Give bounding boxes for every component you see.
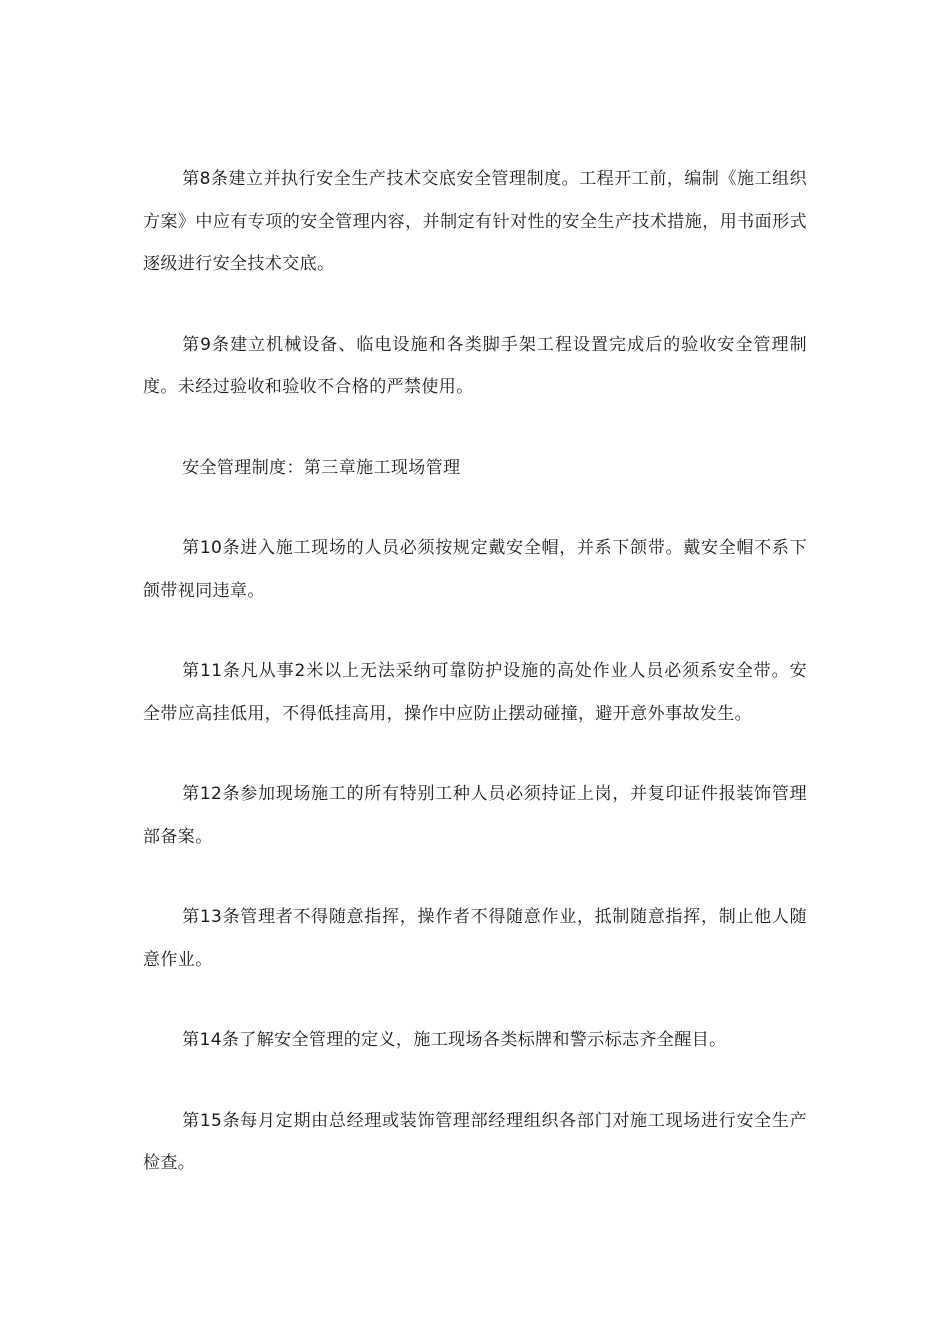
paragraph-article-8: 第8条建立并执行安全生产技术交底安全管理制度。工程开工前，编制《施工组织方案》中应有专项的安全管理内容，并制定有针对性的安全生产技术措施，用书面形式逐级进行安全技术交底。: [143, 169, 807, 274]
document-body: [143, 158, 807, 1223]
paragraph-article-13: 第13条管理者不得随意指挥，操作者不得随意作业，抵制随意指挥，制止他人随意作业。: [143, 907, 807, 970]
paragraph-article-11: 第11条凡从事2米以上无法采纳可靠防护设施的高处作业人员必须系安全带。安全带应高挂低用，不得低挂高用，操作中应防止摆动碰撞，避开意外事故发生。: [143, 661, 807, 724]
paragraph-article-12: 第12条参加现场施工的所有特别工种人员必须持证上岗，并复印证件报装饰管理部备案。: [143, 784, 807, 847]
section-heading-chapter-3: 安全管理制度：第三章施工现场管理: [182, 457, 461, 478]
paragraph-article-9: 第9条建立机械设备、临电设施和各类脚手架工程设置完成后的验收安全管理制度。未经过验收和验收不合格的严禁使用。: [143, 334, 807, 397]
paragraph-article-15: 第15条每月定期由总经理或装饰管理部经理组织各部门对施工现场进行安全生产检查。: [143, 1110, 807, 1173]
paragraph-article-14: 第14条了解安全管理的定义，施工现场各类标牌和警示标志齐全醒目。: [182, 1030, 727, 1050]
paragraph-article-10: 第10条进入施工现场的人员必须按规定戴安全帽，并系下颌带。戴安全帽不系下颌带视同违章。: [143, 538, 807, 601]
